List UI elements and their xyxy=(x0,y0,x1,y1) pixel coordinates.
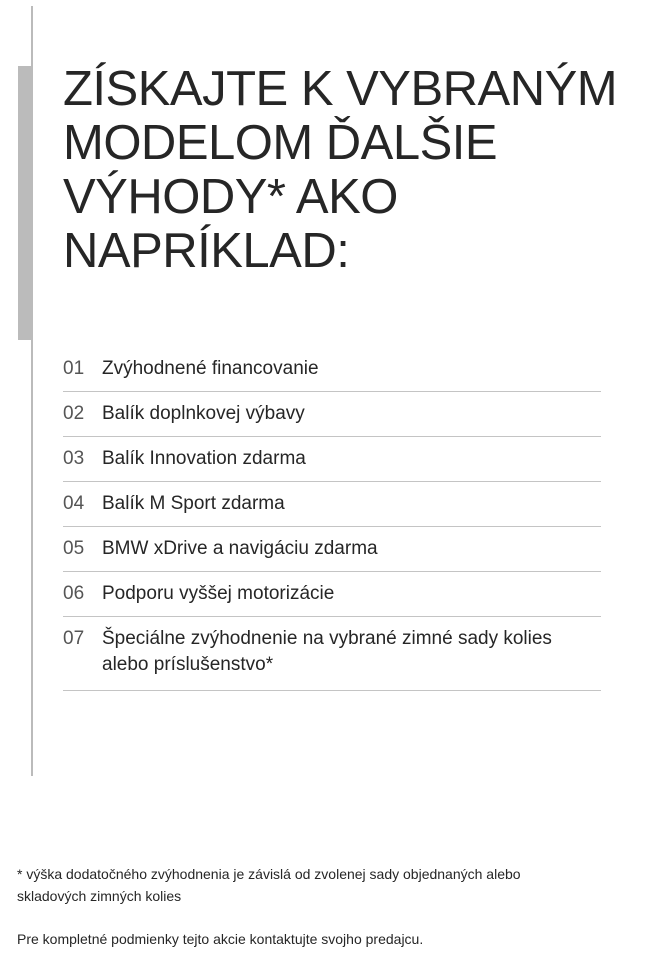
benefit-text: Balík M Sport zdarma xyxy=(102,493,285,514)
benefit-number: 02 xyxy=(63,403,85,424)
benefits-list xyxy=(63,347,601,691)
benefit-number: 01 xyxy=(63,358,85,379)
benefit-item-02 xyxy=(63,392,601,437)
benefit-item-05 xyxy=(63,527,601,572)
page-headline: ZÍSKAJTE K VYBRANÝM MODELOM ĎALŠIE VÝHODY* AKO NAPRÍKLAD: xyxy=(63,62,618,278)
benefit-item-06 xyxy=(63,572,601,617)
benefit-item-04 xyxy=(63,482,601,527)
benefit-item-03 xyxy=(63,437,601,482)
benefit-text: Podporu vyššej motorizácie xyxy=(102,583,335,604)
benefit-number: 04 xyxy=(63,493,85,514)
benefit-number: 07 xyxy=(63,628,85,649)
benefit-text: Špeciálne zvýhodnenie na vybrané zimné sady kolies alebo príslušenstvo* xyxy=(102,628,552,675)
benefit-item-01 xyxy=(63,347,601,392)
benefit-number: 03 xyxy=(63,448,85,469)
benefit-text: Zvýhodnené financovanie xyxy=(102,358,319,379)
benefit-text: Balík Innovation zdarma xyxy=(102,448,306,469)
footnote-text: * výška dodatočného zvýhodnenia je závislá od zvolenej sady objednaných alebo skladových zimných kolies xyxy=(17,866,521,904)
benefit-number: 06 xyxy=(63,583,85,604)
vertical-divider-line xyxy=(31,6,33,776)
benefit-item-07 xyxy=(63,617,601,691)
benefit-text: BMW xDrive a navigáciu zdarma xyxy=(102,538,378,559)
benefit-number: 05 xyxy=(63,538,85,559)
benefit-text: Balík doplnkovej výbavy xyxy=(102,403,305,424)
headline-accent-bar xyxy=(18,66,31,340)
contact-note-text: Pre kompletné podmienky tejto akcie kontaktujte svojho predajcu. xyxy=(17,931,424,947)
